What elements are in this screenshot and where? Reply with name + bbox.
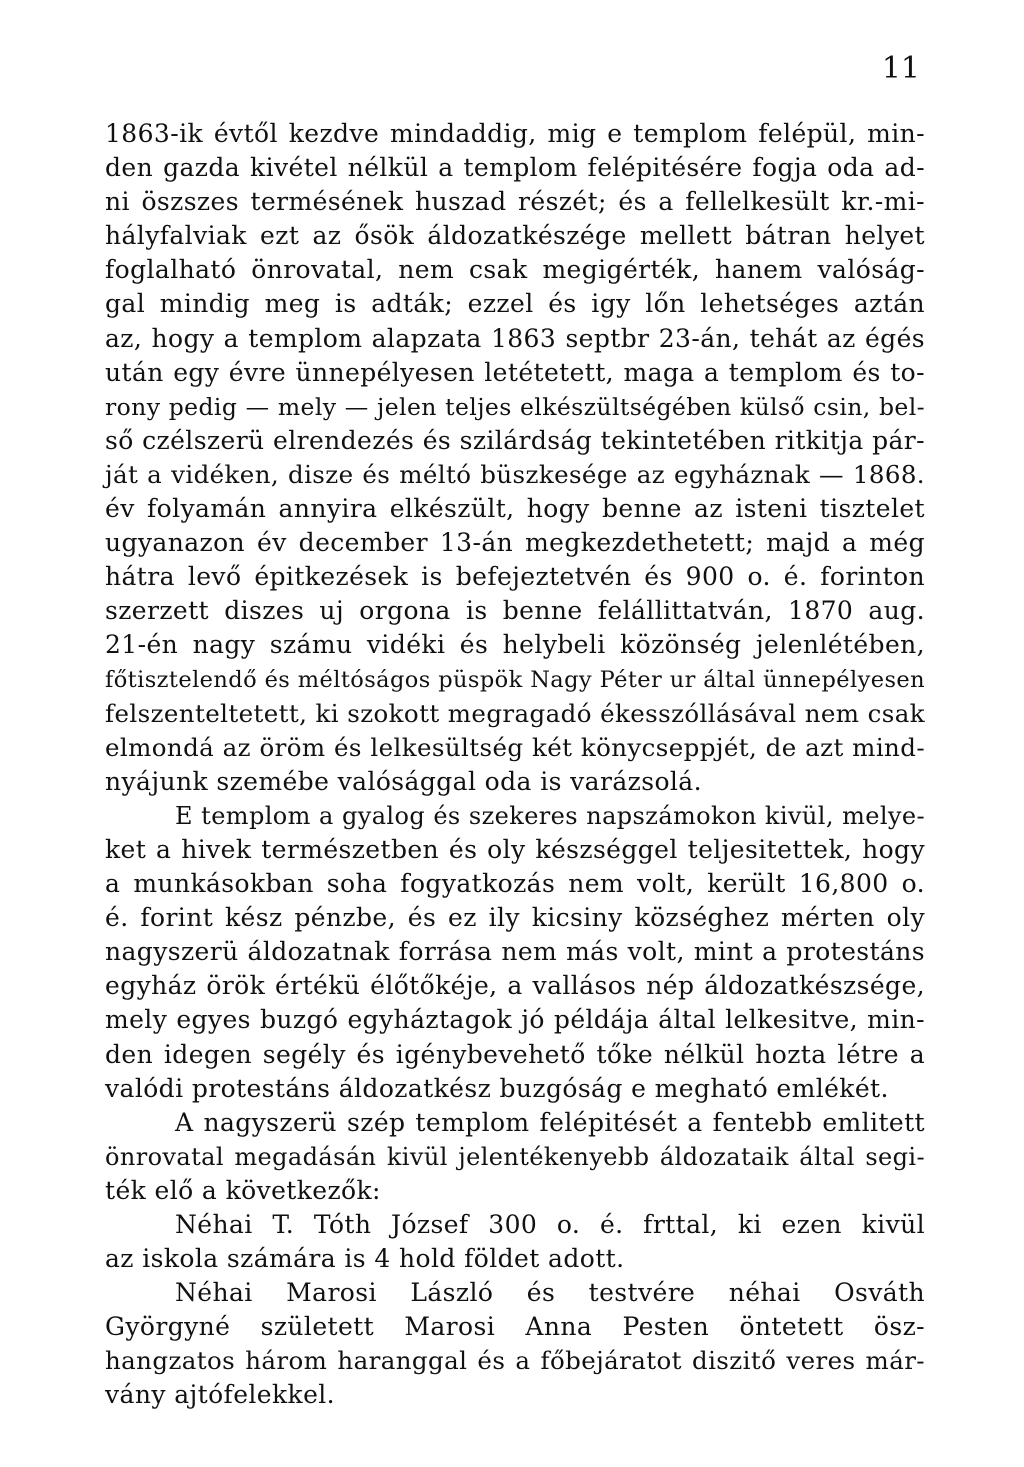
page-number: 11 <box>881 51 920 86</box>
text-line: nagyszerü áldozatnak forrása nem más volt, mint a protestáns <box>105 937 925 967</box>
text-line: ket a hivek természetben és oly készséggel teljesitettek, hogy <box>105 834 925 864</box>
text-line: ső czélszerü elrendezés és szilárdság tekintetében ritkitja pár- <box>105 425 925 455</box>
text-line: A nagyszerü szép templom felépitését a fentebb emlitett <box>175 1107 925 1137</box>
text-line: ját a vidéken, disze és méltó büszkesége az egyháznak — 1868. <box>105 459 925 489</box>
text-line: gal mindig meg is adták; ezzel és igy lőn lehetséges aztán <box>105 289 925 319</box>
text-line: év folyamán annyira elkészült, hogy benne az isteni tisztelet <box>105 494 925 524</box>
text-line: E templom a gyalog és szekeres napszámokon kivül, melye- <box>175 801 925 830</box>
text-line: az iskola számára is 4 hold földet adott. <box>105 1244 625 1274</box>
text-line: den idegen segély és igénybevehető tőke nélkül hozta létre a <box>105 1039 925 1069</box>
text-line: elmondá az öröm és lelkesültség két könycseppjét, de azt mind- <box>105 732 925 762</box>
text-line: ni öszszes termésének huszad részét; és a fellelkesült kr.-mi- <box>105 187 925 217</box>
text-line: egyház örök értékü élőtőkéje, a vallásos nép áldozatkészsége, <box>105 971 925 1001</box>
text-line: az, hogy a templom alapzata 1863 septbr 23-án, tehát az égés <box>105 323 925 353</box>
text-line: Néhai Marosi László és testvére néhai Osváth <box>175 1278 925 1308</box>
text-line: hátra levő épitkezések is befejeztetvén és 900 o. é. forinton <box>105 562 925 592</box>
text-line: után egy évre ünnepélyesen letétetett, maga a templom és to- <box>105 357 925 387</box>
text-line: valódi protestáns áldozatkész buzgóság e megható emlékét. <box>105 1073 889 1103</box>
text-line: den gazda kivétel nélkül a templom felépitésére fogja oda ad- <box>105 153 925 183</box>
text-line: foglalható önrovatal, nem csak megigérték, hanem valóság- <box>105 255 925 285</box>
text-line: é. forint kész pénzbe, és ez ily kicsiny községhez mérten oly <box>105 903 925 933</box>
text-line: Néhai T. Tóth József 300 o. é. frttal, ki ezen kivül <box>175 1210 925 1239</box>
text-line: önrovatal megadásán kivül jelentékenyebb áldozataik által segi- <box>105 1142 925 1171</box>
text-line: nyájunk szemébe valósággal oda is varázsolá. <box>105 766 702 796</box>
text-line: mely egyes buzgó egyháztagok jó példája által lelkesitve, min- <box>105 1005 925 1035</box>
text-line: ugyanazon év december 13-án megkezdethetett; majd a még <box>105 528 925 558</box>
text-line: 21-én nagy számu vidéki és helybeli közönség jelenlétében, <box>105 630 925 660</box>
text-line: felszenteltetett, ki szokott megragadó ékesszóllásával nem csak <box>105 698 925 728</box>
text-line: hangzatos három haranggal és a főbejáratot diszitő veres már- <box>105 1346 925 1376</box>
text-line: főtisztelendő és méltóságos püspök Nagy Péter ur által ünnepélyesen <box>105 666 925 693</box>
text-line: rony pedig — mely — jelen teljes elkészültségében külső csin, bel- <box>105 392 925 421</box>
text-line: Györgyné született Marosi Anna Pesten öntetett ösz- <box>105 1312 925 1342</box>
text-line: 1863-ik évtől kezdve mindaddig, mig e templom felépül, min- <box>105 119 925 148</box>
text-line: ték elő a következők: <box>105 1175 381 1205</box>
text-line: a munkásokban soha fogyatkozás nem volt, került 16,800 o. <box>105 869 925 899</box>
text-line: vány ajtófelekkel. <box>105 1380 336 1410</box>
text-line: hályfalviak ezt az ősök áldozatkészége mellett bátran helyet <box>105 221 925 251</box>
text-line: szerzett diszes uj orgona is benne felállittatván, 1870 aug. <box>105 596 925 626</box>
body-text <box>105 117 925 1413</box>
